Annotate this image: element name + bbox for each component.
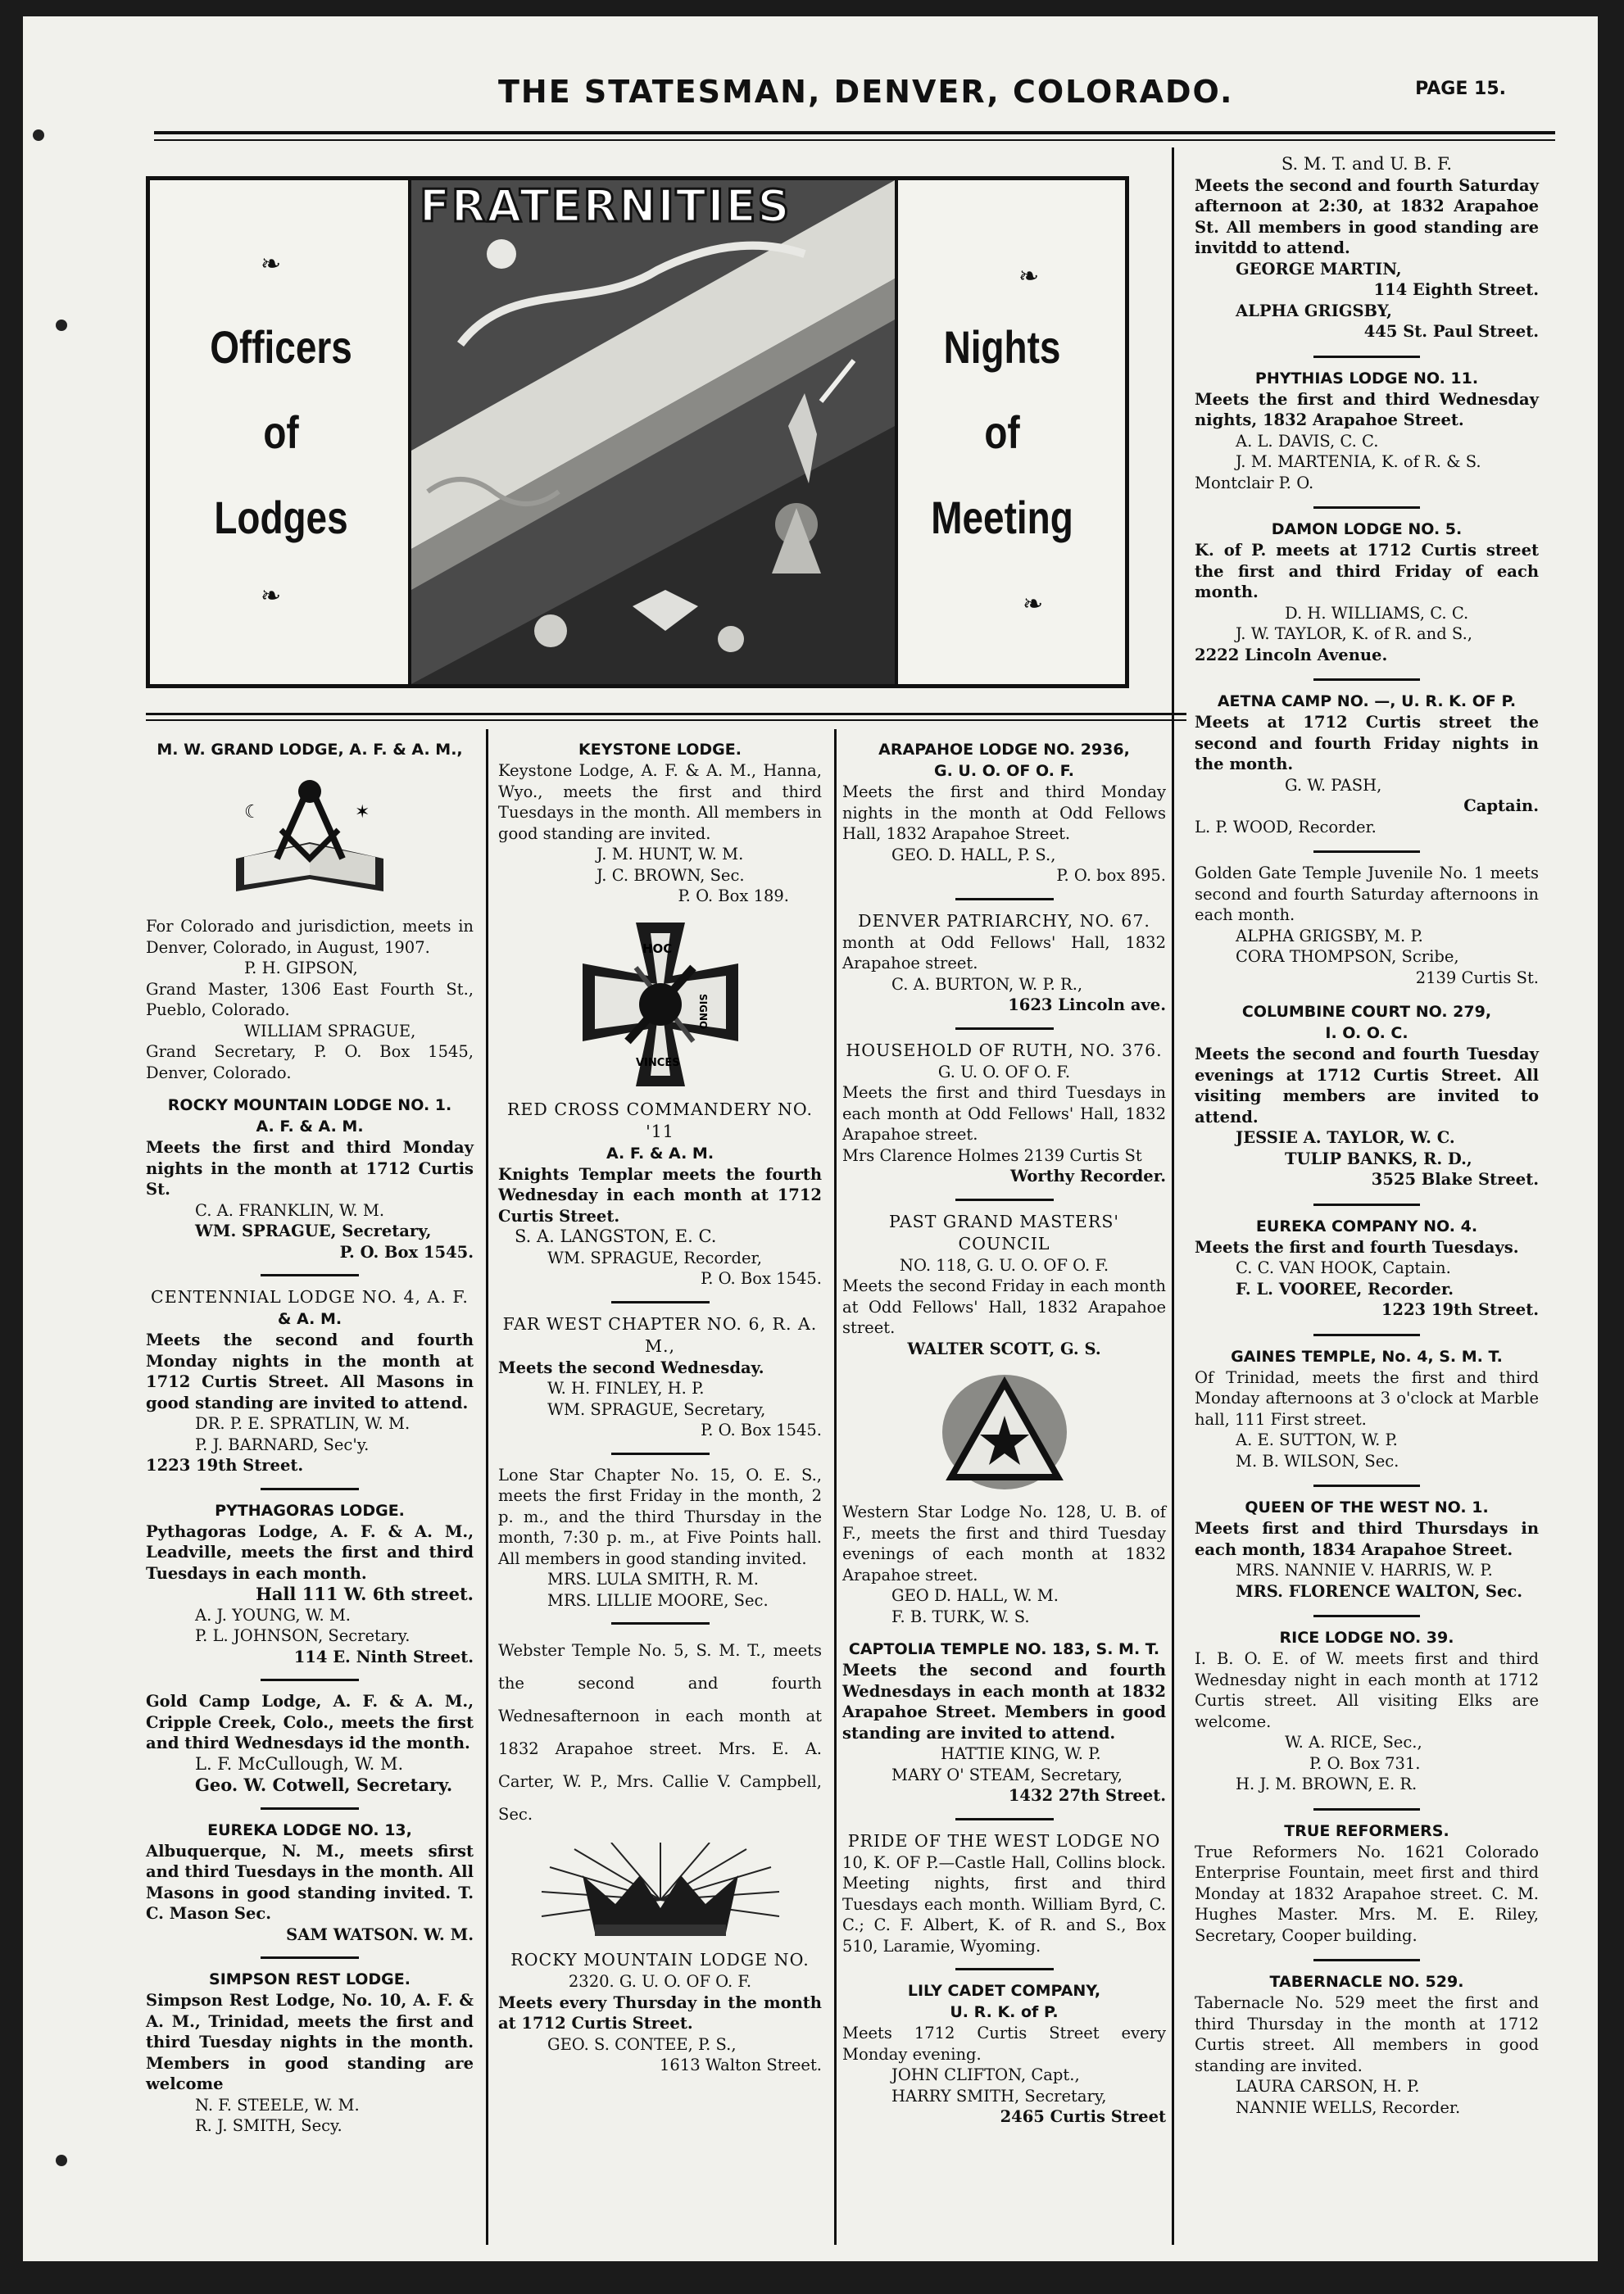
officer-line: M. B. WILSON, Sec. [1236, 1451, 1399, 1471]
officer-line: D. H. WILLIAMS, C. C. [1285, 603, 1469, 623]
binding-hole-icon [33, 129, 44, 141]
listing-body: Meets the second and fourth Monday nights in the month at 1712 Curtis Street. All Masons in good standing are invited to attend. [146, 1331, 474, 1412]
officer-line: Grand Master, 1306 East Fourth St., Pueblo, Colorado. [146, 979, 474, 1019]
officer-line: GEO D. HALL, W. M. [891, 1586, 1059, 1605]
section-divider [1313, 1959, 1420, 1961]
listing-heading: TABERNACLE NO. 529. [1269, 1973, 1464, 1991]
officer-line: 2222 Lincoln Avenue. [1195, 645, 1388, 664]
officer-line: GEORGE MARTIN, [1236, 259, 1402, 279]
listing-rice-lodge [1195, 1627, 1539, 1795]
cross-motto-top: HOC [642, 941, 672, 956]
officer-line: TULIP BANKS, R. D., [1285, 1149, 1472, 1168]
officer-line: P. O. Box 189. [678, 886, 789, 905]
listing-heading: ROCKY MOUNTAIN LODGE NO. 1. [167, 1096, 452, 1114]
officer-line: W. A. RICE, Sec., [1285, 1733, 1422, 1752]
officer-line: P. O. Box 731. [1309, 1753, 1421, 1773]
officer-line: GEO. D. HALL, P. S., [891, 845, 1056, 864]
officer-line: A. L. DAVIS, C. C. [1236, 431, 1379, 451]
officer-line: C. A. FRANKLIN, W. M. [195, 1200, 385, 1220]
listing-true-reformers [1195, 1820, 1539, 1947]
listing-keystone-lodge [498, 739, 822, 907]
listing-heading: COLUMBINE COURT NO. 279, [1241, 1003, 1492, 1021]
fleuron-icon: ❧ [261, 250, 282, 279]
officer-line: J. C. BROWN, Sec. [597, 865, 745, 885]
officer-line: Geo. W. Cotwell, Secretary. [195, 1775, 453, 1795]
newspaper-page [23, 16, 1598, 2261]
officer-line: C. C. VAN HOOK, Captain. [1236, 1258, 1451, 1277]
officer-line: 1613 Walton Street. [660, 2056, 822, 2074]
banner-right-panel [901, 180, 1103, 684]
listing-lily-cadet-company [842, 1980, 1166, 2128]
listing-eureka-lodge [146, 1820, 474, 1946]
listing-webster-temple [498, 1634, 822, 1831]
officer-line: 114 E. Ninth Street. [293, 1647, 474, 1666]
officer-line: WM. SPRAGUE, Secretary, [195, 1222, 432, 1240]
listing-heading: EUREKA LODGE NO. 13, [207, 1820, 412, 1839]
section-divider [611, 1622, 710, 1625]
listing-body: Meets the first and third Monday nights in the month at 1712 Curtis St. [146, 1138, 474, 1199]
listing-gaines-temple [1195, 1346, 1539, 1472]
section-divider [611, 1301, 710, 1303]
officer-line: L. P. WOOD, Recorder. [1195, 817, 1377, 836]
officer-line: MRS. LULA SMITH, R. M. [547, 1570, 759, 1589]
section-divider [1313, 1334, 1420, 1336]
allegory-illustration-icon [411, 180, 895, 684]
officer-line: R. J. SMITH, Secy. [195, 2116, 342, 2135]
listing-body: Meets the second Wednesday. [498, 1358, 764, 1377]
listing-body: Meets the second Friday in each month at Odd Fellows' Hall, 1832 Arapahoe street. [842, 1276, 1166, 1337]
column-rule [1172, 147, 1174, 2245]
banner-left-line: of [263, 406, 299, 458]
officer-line: 2465 Curtis Street [1000, 2107, 1166, 2126]
listing-tabernacle [1195, 1971, 1539, 2118]
officer-line: N. F. STEELE, W. M. [195, 2095, 360, 2115]
officer-line: A. J. YOUNG, W. M. [195, 1605, 352, 1625]
officer-line: NANNIE WELLS, Recorder. [1236, 2097, 1461, 2117]
listing-aetna-camp [1195, 691, 1539, 837]
listing-body: Meets 1712 Curtis Street every Monday evening. [842, 2024, 1166, 2064]
officer-line: Grand Secretary, P. O. Box 1545, Denver, Colorado. [146, 1042, 474, 1082]
section-divider [1313, 506, 1420, 509]
listing-denver-patriarchy [842, 910, 1166, 1016]
listing-body: Gold Camp Lodge, A. F. & A. M., Cripple Creek, Colo., meets the first and third Wednesdays id the month. [146, 1692, 474, 1752]
listing-heading: M. W. GRAND LODGE, A. F. & A. M., [157, 741, 463, 759]
masthead [146, 74, 1506, 115]
officer-line: GEO. S. CONTEE, P. S., [547, 2034, 737, 2054]
listing-far-west-chapter [498, 1313, 822, 1441]
listing-heading: PHYTHIAS LODGE NO. 11. [1254, 369, 1479, 388]
listing-red-cross-commandery [498, 1099, 822, 1290]
fraternities-illustration [408, 180, 898, 684]
listing-rocky-mountain-lodge [146, 1095, 474, 1263]
column-3 [842, 739, 1166, 2139]
section-divider [1313, 356, 1420, 358]
banner-ribbon-title: FRATERNITIES [420, 180, 792, 232]
listing-heading: CAPTOLIA TEMPLE NO. 183, S. M. T. [848, 1640, 1160, 1658]
crown-with-rays-icon [533, 1843, 787, 1941]
listing-body: Meets at 1712 Curtis street the second and fourth Friday nights in the month. [1195, 713, 1539, 773]
officer-line: P. H. GIPSON, [244, 959, 358, 977]
banner-left-line: Officers [210, 320, 352, 373]
listing-household-of-ruth [842, 1040, 1166, 1187]
officer-line: P. O. Box 1545. [701, 1421, 822, 1439]
listing-captolia-temple [842, 1639, 1166, 1807]
officer-line: ALPHA GRIGSBY, [1236, 301, 1392, 320]
section-divider [955, 1199, 1054, 1201]
officer-line: WILLIAM SPRAGUE, [244, 1021, 416, 1040]
section-divider [261, 1807, 359, 1810]
officer-line: J. M. MARTENIA, K. of R. & S. [1236, 452, 1481, 471]
officer-line: WM. SPRAGUE, Secretary, [547, 1399, 766, 1419]
newspaper-title: THE STATESMAN, DENVER, COLORADO. [498, 74, 1234, 110]
banner-right-line: of [984, 406, 1020, 458]
listing-queen-of-the-west [1195, 1497, 1539, 1602]
listing-body: Golden Gate Temple Juvenile No. 1 meets second and fourth Saturday afternoons in each month. [1195, 864, 1539, 924]
section-divider [261, 1488, 359, 1490]
binding-hole-icon [56, 2155, 67, 2166]
officer-line: MRS. FLORENCE WALTON, Sec. [1236, 1581, 1523, 1601]
officer-line: P. O. box 895. [1056, 866, 1166, 885]
cross-motto-bottom: VINCES [635, 1056, 680, 1069]
section-divider [261, 1956, 359, 1959]
masonic-bible-compass-icon [220, 768, 400, 908]
cross-motto-side: SIGNO [696, 993, 709, 1029]
listing-subheading: & A. M. [277, 1310, 342, 1328]
listing-heading: ROCKY MOUNTAIN LODGE NO. [510, 1950, 810, 1970]
listing-body: Meets the first and third Wednesday nights, 1832 Arapahoe Street. [1195, 389, 1539, 429]
officer-line: Captain. [1463, 796, 1539, 815]
listing-body: Keystone Lodge, A. F. & A. M., Hanna, Wyo., meets the first and third Tuesdays in the month. All members in good standing are invited. [498, 761, 822, 843]
masthead-rule-thin [154, 139, 1555, 141]
listing-grand-lodge [146, 739, 474, 1083]
listing-arapahoe-lodge [842, 739, 1166, 886]
listing-subheading: 2320. G. U. O. OF O. F. [568, 1972, 752, 1991]
listing-body: Tabernacle No. 529 meet the first and third Thursday in the month at 1712 Curtis street. All members in good standing are invited. [1195, 1993, 1539, 2075]
section-divider [955, 898, 1054, 900]
officer-line: Montclair P. O. [1195, 473, 1314, 492]
officer-line: G. W. PASH, [1285, 775, 1382, 795]
section-divider [955, 1027, 1054, 1030]
listing-golden-gate-temple [1195, 863, 1539, 988]
officer-line: J. M. HUNT, W. M. [597, 845, 744, 864]
section-divider [955, 1818, 1054, 1820]
section-divider [955, 1968, 1054, 1970]
listing-body: Albuquerque, N. M., meets sfirst and third Tuesdays in the month. All Masons in good standing invited. T. C. Mason Sec. [146, 1841, 474, 1923]
listing-heading: FAR WEST CHAPTER NO. 6, R. A. M., [502, 1313, 818, 1356]
fraternities-banner [146, 176, 1129, 688]
section-divider [261, 1274, 359, 1276]
listing-pride-of-the-west-lodge [842, 1830, 1166, 1957]
listing-body: I. B. O. E. of W. meets first and third Wednesday night in each month at 1712 Curtis street. All visiting Elks are welcome. [1195, 1649, 1539, 1731]
listing-western-star-lodge [842, 1502, 1166, 1627]
listing-damon-lodge [1195, 519, 1539, 665]
listing-body: Meets first and third Thursdays in each month, 1834 Arapahoe Street. [1195, 1519, 1539, 1559]
officer-line: JOHN CLIFTON, Capt., [891, 2065, 1080, 2084]
officer-line: 1432 27th Street. [1008, 1786, 1166, 1805]
column-2 [498, 739, 822, 2088]
officer-line: 445 St. Paul Street. [1363, 322, 1539, 341]
officer-line: F. B. TURK, W. S. [891, 1607, 1030, 1626]
listing-body: Knights Templar meets the fourth Wednesday in each month at 1712 Curtis Street. [498, 1164, 822, 1226]
officer-line: A. E. SUTTON, W. P. [1236, 1430, 1398, 1449]
listing-rocky-mountain-odd-fellows [498, 1949, 822, 2076]
officer-line: MARY O' STEAM, Secretary, [891, 1765, 1123, 1784]
listing-heading: KEYSTONE LODGE. [578, 741, 742, 759]
listing-heading: PAST GRAND MASTERS' COUNCIL [888, 1211, 1120, 1254]
listing-subheading: A. F. & A. M. [256, 1118, 364, 1136]
eastern-star-triangle-icon [939, 1371, 1070, 1494]
listing-centennial-lodge [146, 1286, 474, 1476]
officer-line: L. F. McCullough, W. M. [195, 1753, 404, 1774]
listing-heading: SIMPSON REST LODGE. [209, 1970, 411, 1988]
listing-body: K. of P. meets at 1712 Curtis street the first and third Friday of each month. [1195, 541, 1539, 601]
listing-body: Western Star Lodge No. 128, U. B. of F., meets the first and third Tuesday evenings of each month at 1832 Arapahoe street. [842, 1503, 1166, 1584]
fleuron-icon: ❧ [1018, 262, 1040, 291]
officer-line: HARRY SMITH, Secretary, [891, 2086, 1107, 2106]
officer-line: P. J. BARNARD, Sec'y. [195, 1435, 370, 1454]
section-rule-thin [146, 719, 1186, 721]
section-rule [146, 713, 1186, 715]
officer-line: S. A. LANGSTON, E. C. [515, 1226, 717, 1246]
officer-line: 2139 Curtis St. [1415, 968, 1539, 987]
listing-heading: CENTENNIAL LODGE NO. 4, A. F. [151, 1287, 469, 1307]
listing-heading: PRIDE OF THE WEST LODGE NO [847, 1830, 1161, 1851]
listing-past-grand-masters-council [842, 1211, 1166, 1360]
officer-line: 1223 19th Street. [146, 1456, 304, 1475]
section-divider [611, 1453, 710, 1455]
listing-body: 10, K. OF P.—Castle Hall, Collins block. Meeting nights, first and third Tuesdays each month. William Byrd, C. C.; C. F. Albert, K. of R. and S., Box 510, Laramie, Wyoming. [842, 1852, 1166, 1956]
column-rule [834, 729, 837, 2245]
banner-right-line: Nights [943, 320, 1061, 373]
section-divider [1313, 678, 1420, 681]
column-4 [1195, 154, 1539, 2131]
officer-line: W. H. FINLEY, H. P. [547, 1379, 705, 1398]
fleuron-icon: ❧ [1023, 590, 1044, 619]
binding-hole-icon [56, 320, 67, 331]
listing-subheading: U. R. K. of P. [950, 2003, 1059, 2021]
masthead-rule [154, 131, 1555, 134]
listing-body: Simpson Rest Lodge, No. 10, A. F. & A. M., Trinidad, meets the first and third Tuesday nights in the month. Members in good standing are welcome [146, 1991, 474, 2093]
listing-body: Pythagoras Lodge, A. F. & A. M., Leadville, meets the first and third Tuesdays in each month. [146, 1521, 474, 1583]
listing-body: Meets the first and fourth Tuesdays. [1195, 1237, 1519, 1257]
officer-line: F. L. VOOREE, Recorder. [1236, 1279, 1454, 1299]
listing-simpson-rest-lodge [146, 1969, 474, 2137]
officer-line: Worthy Recorder. [1010, 1167, 1166, 1186]
listing-subheading: G. U. O. OF O. F. [937, 1062, 1071, 1081]
listing-heading: DAMON LODGE NO. 5. [1271, 520, 1463, 538]
listing-heading: TRUE REFORMERS. [1284, 1821, 1449, 1840]
listing-heading: HOUSEHOLD OF RUTH, NO. 376. [846, 1040, 1163, 1060]
officer-line: P. O. Box 1545. [339, 1242, 474, 1262]
section-divider [1313, 1615, 1420, 1617]
officer-line: ALPHA GRIGSBY, M. P. [1236, 926, 1423, 945]
officer-line: 1223 19th Street. [1381, 1300, 1539, 1319]
listing-heading: RICE LODGE NO. 39. [1279, 1629, 1454, 1647]
knights-templar-cross-icon [578, 918, 742, 1090]
listing-body: Lone Star Chapter No. 15, O. E. S., meets the first Friday in the month, 2 p. m., and the third Thursday in the month, 7:30 p. m., at Five Points hall. All members in good standing invited. [498, 1465, 822, 1568]
listing-phythias-lodge [1195, 368, 1539, 494]
listing-body: Meets every Thursday in the month at 1712 Curtis Street. [498, 1993, 822, 2033]
listing-subheading: NO. 118, G. U. O. OF O. F. [899, 1255, 1109, 1275]
officer-line: 3525 Blake Street. [1371, 1170, 1539, 1189]
listing-heading: EUREKA COMPANY NO. 4. [1255, 1217, 1478, 1235]
listing-gold-camp-lodge [146, 1691, 474, 1796]
listing-heading: S. M. T. and U. B. F. [1281, 154, 1453, 174]
officer-line: H. J. M. BROWN, E. R. [1236, 1775, 1418, 1793]
listing-body: Of Trinidad, meets the first and third Monday afternoons at 3 o'clock at Marble hall, 111 First street. [1195, 1367, 1539, 1429]
listing-eureka-company [1195, 1216, 1539, 1321]
section-divider [1313, 1808, 1420, 1811]
listing-body: Webster Temple No. 5, S. M. T., meets the second and fourth Wednesafternoon in each month at 1832 Arapahoe street. Mrs. E. A. Carter, W. P., Mrs. Callie V. Campbell, Sec. [498, 1641, 822, 1824]
fleuron-icon: ❧ [261, 582, 282, 610]
section-divider [1313, 850, 1420, 853]
listing-smt-ubf [1195, 154, 1539, 342]
column-1 [146, 739, 474, 2148]
listing-body: Meets the first and third Monday nights in the month at Odd Fellows Hall, 1832 Arapahoe Street. [842, 782, 1166, 843]
listing-body: Meets the second and fourth Saturday afternoon at 2:30, at 1832 Arapahoe St. All members in good standing are invitdd to attend. [1195, 175, 1539, 257]
officer-line: 1623 Lincoln ave. [1008, 995, 1166, 1014]
officer-line: P. O. Box 1545. [701, 1269, 822, 1288]
section-divider [1313, 1204, 1420, 1206]
listing-heading: GAINES TEMPLE, No. 4, S. M. T. [1231, 1347, 1503, 1366]
officer-line: Mrs Clarence Holmes 2139 Curtis St [842, 1145, 1142, 1165]
banner-left-line: Lodges [214, 491, 348, 543]
listing-body: For Colorado and jurisdiction, meets in Denver, Colorado, in August, 1907. [146, 917, 474, 957]
officer-line: DR. P. E. SPRATLIN, W. M. [195, 1414, 411, 1433]
officer-line: JESSIE A. TAYLOR, W. C. [1236, 1128, 1455, 1147]
listing-body: Meets the second and fourth Wednesdays in each month at 1832 Arapahoe Street. Members in good standing are invited to attend. [842, 1661, 1166, 1743]
listing-heading: AETNA CAMP NO. —, U. R. K. OF P. [1217, 692, 1517, 710]
page-number: PAGE 15. [1415, 79, 1506, 99]
officer-line: C. A. BURTON, W. P. R., [891, 974, 1083, 994]
officer-line: P. L. JOHNSON, Secretary. [195, 1626, 411, 1645]
listing-subheading: A. F. & A. M. [606, 1144, 714, 1163]
listing-subheading: G. U. O. OF O. F. [934, 762, 1074, 780]
svg-text:☾: ☾ [244, 802, 261, 823]
listing-body: Meets the first and third Tuesdays in each month at Odd Fellows' Hall, 1832 Arapahoe street. [842, 1083, 1166, 1144]
section-divider [1313, 1485, 1420, 1487]
listing-subheading: I. O. O. C. [1325, 1024, 1409, 1042]
listing-lone-star-chapter [498, 1465, 822, 1612]
listing-body: Meets the second and fourth Tuesday evenings at 1712 Curtis Street. All visiting members are invited to attend. [1195, 1045, 1539, 1127]
listing-pythagoras-lodge [146, 1500, 474, 1668]
svg-text:✶: ✶ [355, 802, 370, 823]
listing-heading: RED CROSS COMMANDERY NO. '11 [506, 1099, 814, 1141]
listing-body: month at Odd Fellows' Hall, 1832 Arapahoe street. [842, 932, 1166, 972]
officer-line: WM. SPRAGUE, Recorder, [547, 1248, 762, 1267]
officer-line: 114 Eighth Street. [1373, 280, 1539, 299]
listing-heading: QUEEN OF THE WEST NO. 1. [1245, 1498, 1489, 1516]
listing-heading: LILY CADET COMPANY, [907, 1982, 1101, 2000]
officer-line: MRS. NANNIE V. HARRIS, W. P. [1236, 1561, 1493, 1580]
officer-line: LAURA CARSON, H. P. [1236, 2077, 1420, 2096]
banner-right-line: Meeting [931, 491, 1073, 543]
listing-body: True Reformers No. 1621 Colorado Enterprise Fountain, meet first and third Monday at 1832 Arapahoe street. C. M. Hughes Master. Mrs. M. E. Riley, Secretary, Cooper building. [1195, 1842, 1539, 1945]
section-divider [261, 1679, 359, 1681]
officer-line: HATTIE KING, W. P. [941, 1744, 1101, 1763]
column-rule [486, 729, 488, 2245]
officer-line: WALTER SCOTT, G. S. [907, 1339, 1101, 1358]
officer-line: SAM WATSON. W. M. [286, 1925, 474, 1944]
listing-heading: ARAPAHOE LODGE NO. 2936, [878, 741, 1130, 759]
listing-heading: PYTHAGORAS LODGE. [215, 1501, 405, 1520]
listing-columbine-court [1195, 1001, 1539, 1190]
officer-line: J. W. TAYLOR, K. of R. and S., [1236, 624, 1472, 643]
officer-line: MRS. LILLIE MOORE, Sec. [547, 1590, 769, 1610]
officer-line: CORA THOMPSON, Scribe, [1236, 947, 1459, 966]
listing-heading: DENVER PATRIARCHY, NO. 67. [858, 910, 1150, 931]
officer-line: Hall 111 W. 6th street. [255, 1584, 474, 1604]
